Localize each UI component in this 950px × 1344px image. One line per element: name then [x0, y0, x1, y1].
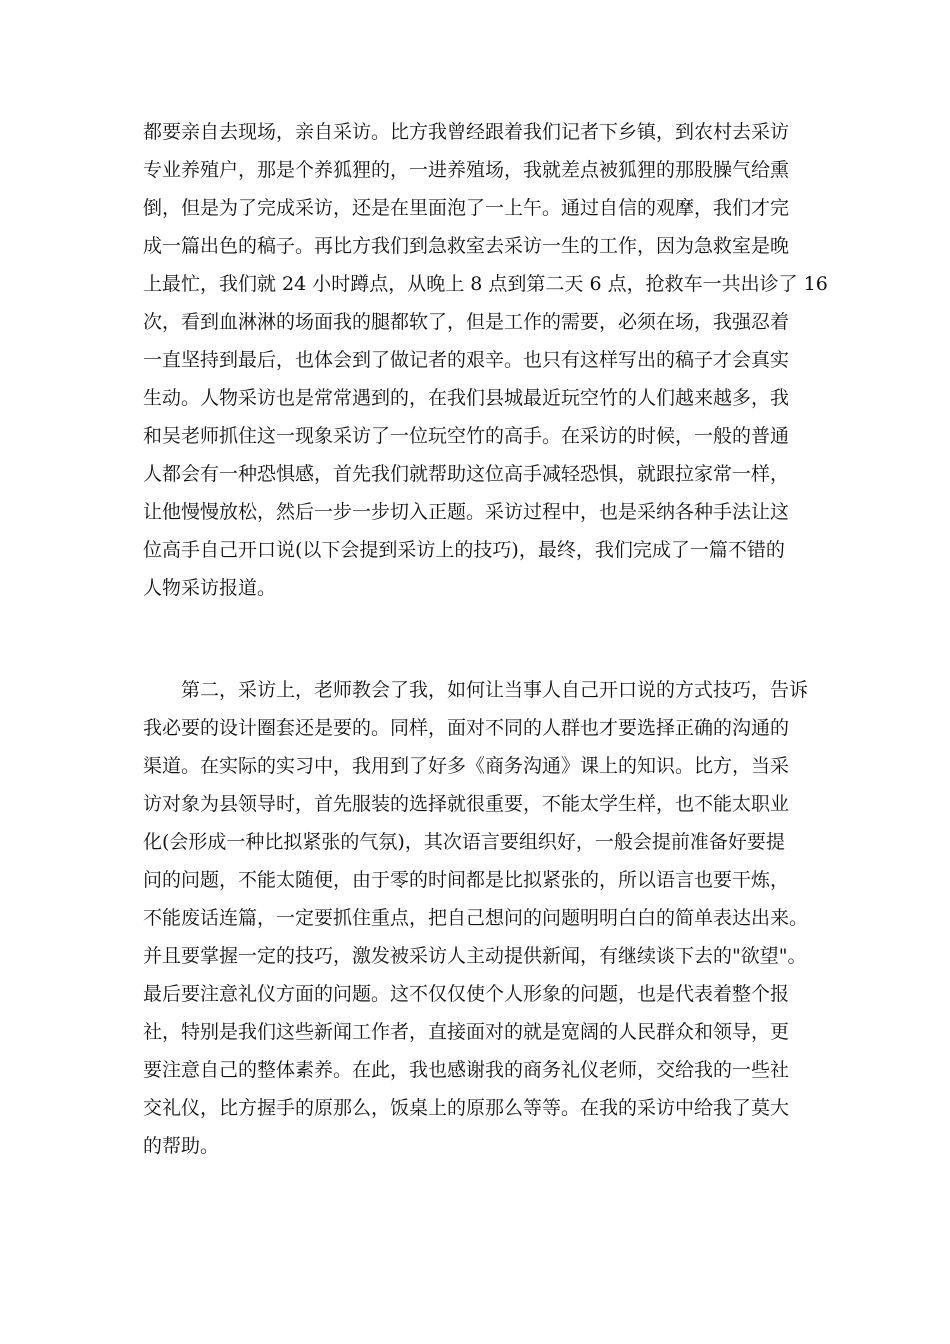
text-line: 让他慢慢放松，然后一步一步切入正题。采访过程中，也是采纳各种手法让这 [143, 501, 790, 523]
text-line: 倒，但是为了完成采访，还是在里面泡了一上午。通过自信的观摩，我们才完 [143, 197, 790, 219]
text-line: 上最忙，我们就 24 小时蹲点，从晚上 8 点到第二天 6 点，抢救车一共出诊了 16 [143, 273, 828, 295]
text-line: 都要亲自去现场，亲自采访。比方我曾经跟着我们记者下乡镇，到农村去采访 [143, 121, 790, 143]
text-line: 化(会形成一种比拟紧张的气氛)，其次语言要组织好，一般会提前准备好要提 [143, 831, 785, 853]
text-line: 第二，采访上，老师教会了我，如何让当事人自己开口说的方式技巧，告诉 [143, 679, 809, 701]
text-line: 的帮助。 [143, 1135, 220, 1157]
text-line: 人都会有一种恐惧感，首先我们就帮助这位高手减轻恐惧，就跟拉家常一样， [143, 463, 790, 485]
text-line: 和吴老师抓住这一现象采访了一位玩空竹的高手。在采访的时候，一般的普通 [143, 425, 790, 447]
text-line: 不能废话连篇，一定要抓住重点，把自己想问的问题明明白白的简单表达出来。 [143, 907, 809, 929]
paragraph-1 [143, 113, 828, 607]
text-line: 问的问题，不能太随便，由于零的时间都是比拟紧张的，所以语言也要干炼， [143, 869, 790, 891]
text-line: 位高手自己开口说(以下会提到采访上的技巧)，最终，我们完成了一篇不错的 [143, 539, 785, 561]
text-line: 次，看到血淋淋的场面我的腿都软了，但是工作的需要，必须在场，我强忍着 [143, 311, 790, 333]
text-line: 一直坚持到最后，也体会到了做记者的艰辛。也只有这样写出的稿子才会真实 [143, 349, 790, 371]
text-line: 最后要注意礼仪方面的问题。这不仅仅使个人形象的问题，也是代表着整个报 [143, 983, 790, 1005]
text-line: 并且要掌握一定的技巧，激发被采访人主动提供新闻，有继续谈下去的"欲望"。 [143, 945, 807, 967]
text-line: 生动。人物采访也是常常遇到的，在我们县城最近玩空竹的人们越来越多，我 [143, 387, 790, 409]
text-line: 要注意自己的整体素养。在此，我也感谢我的商务礼仪老师，交给我的一些社 [143, 1059, 790, 1081]
text-line: 成一篇出色的稿子。再比方我们到急救室去采访一生的工作，因为急救室是晚 [143, 235, 790, 257]
text-line: 人物采访报道。 [143, 577, 277, 599]
paragraph-2 [143, 671, 823, 1165]
text-line: 专业养殖户，那是个养狐狸的，一进养殖场，我就差点被狐狸的那股臊气给熏 [143, 159, 790, 181]
text-line: 访对象为县领导时，首先服装的选择就很重要，不能太学生样，也不能太职业 [143, 793, 790, 815]
text-line: 社，特别是我们这些新闻工作者，直接面对的就是宽阔的人民群众和领导，更 [143, 1021, 790, 1043]
text-line: 渠道。在实际的实习中，我用到了好多《商务沟通》课上的知识。比方，当采 [143, 755, 790, 777]
text-line: 我必要的设计圈套还是要的。同样，面对不同的人群也才要选择正确的沟通的 [143, 717, 790, 739]
text-line: 交礼仪，比方握手的原那么，饭桌上的原那么等等。在我的采访中给我了莫大 [143, 1097, 790, 1119]
